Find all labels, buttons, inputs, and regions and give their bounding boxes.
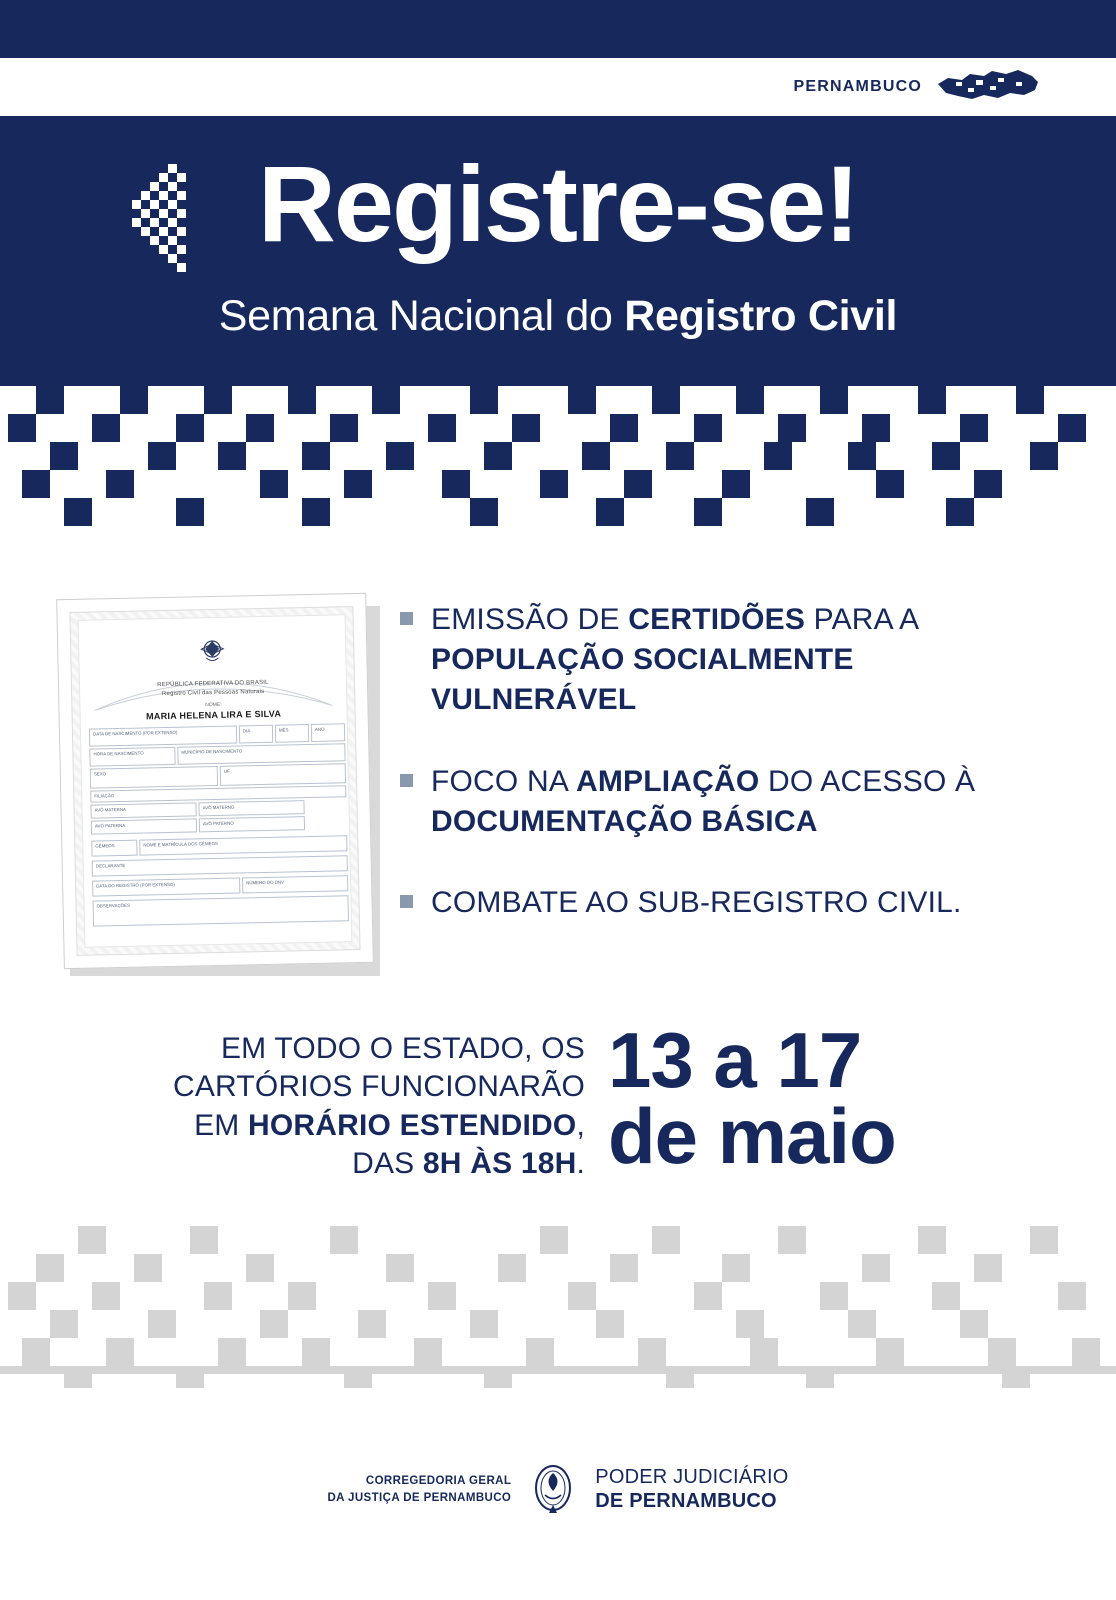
corregedoria-label (327, 1473, 511, 1506)
corregedoria-line2: DA JUSTIÇA DE PERNAMBUCO (327, 1492, 512, 1504)
bullet-part: POPULAÇÃO SOCIALMENTE VULNERÁVEL (431, 642, 854, 716)
bullet-part: CERTIDÕES (628, 603, 806, 636)
certificate-illustration (60, 596, 380, 976)
bullet-square-icon (400, 774, 413, 787)
certificate-field: AVÓ PATERNA (91, 818, 197, 834)
schedule-part: 8H ÀS 18H (422, 1147, 577, 1181)
judiciary-seal-icon (527, 1459, 579, 1522)
bullet-part: COMBATE AO SUB-REGISTRO CIVIL. (431, 886, 962, 920)
certificate-field: FILIAÇÃO (90, 785, 346, 802)
event-dates (608, 1016, 1028, 1181)
schedule-part: EM TODO O ESTADO, OS CARTÓRIOS FUNCIONARÃO EM (172, 1032, 585, 1142)
bullet-part: EMISSÃO DE (431, 603, 629, 636)
hero-banner (0, 116, 1116, 380)
certificate-field: AVÔ MATERNO (198, 800, 304, 816)
page-title: Registre-se! (257, 143, 859, 264)
bullet-subregistro (400, 883, 1060, 923)
hero-subtitle (0, 292, 1116, 341)
state-label: PERNAMBUCO (793, 78, 922, 95)
bullet-certidoes (400, 600, 1060, 720)
judiciary-line2: DE PERNAMBUCO (595, 1490, 777, 1512)
corregedoria-line1: CORREGEDORIA GERAL (365, 1475, 512, 1488)
judiciary-line1: PODER JUDICIÁRIO (595, 1466, 789, 1489)
bullet-part: AMPLIAÇÃO (575, 764, 760, 798)
bullet-list (400, 600, 1060, 965)
certificate-field: DATA DO REGISTRO (POR EXTENSO) (92, 877, 240, 896)
certificate-field: DATA DE NASCIMENTO (POR EXTENSO) (89, 726, 237, 747)
schedule-part: HORÁRIO ESTENDIDO (248, 1108, 577, 1142)
bullet-ampliacao (400, 762, 1060, 842)
bullet-square-icon (400, 612, 413, 625)
certificate-republic-line2: Registro Civil das Pessoas Naturais (161, 688, 265, 698)
schedule-part: , DAS (352, 1108, 585, 1181)
judiciary-label (595, 1466, 788, 1513)
bullet-square-icon (400, 895, 413, 908)
schedule-text (140, 1030, 585, 1184)
footer (0, 1440, 1116, 1540)
event-dates-line2: de maio (608, 1092, 896, 1181)
certificate-field: DIA (239, 725, 273, 744)
certificate-republic-line1: REPÚBLICA FEDERATIVA DO BRASIL (157, 679, 269, 689)
certificate-field: NOME E MATRÍCULA DOS GÊMEOS (139, 835, 347, 855)
bullet-part: DOCUMENTAÇÃO BÁSICA (431, 804, 818, 838)
certificate-field: UF (220, 763, 346, 786)
bullet-certidoes-text (431, 600, 1060, 720)
certificate-field: DECLARANTE (92, 855, 348, 876)
certificate-field: MUNICÍPIO DE NASCIMENTO (177, 743, 345, 765)
certificate-field: NÚMERO DO DNV (242, 875, 348, 893)
bullet-part: FOCO NA (431, 764, 576, 798)
pixel-band-top (0, 380, 1116, 540)
bullet-ampliacao-text (431, 762, 1060, 842)
certificate-field: GÊMEOS (91, 840, 137, 857)
certificate-field: AVÔ PATERNO (199, 816, 305, 832)
hero-subtitle-bold: Registro Civil (624, 292, 898, 340)
hero-subtitle-light: Semana Nacional do (218, 292, 625, 340)
certificate-paper (78, 614, 353, 948)
state-brand-bar (0, 58, 1116, 116)
bullet-part: PARA A (805, 603, 918, 636)
certificate-field: ANO (311, 723, 345, 742)
certificate-field: SEXO (90, 766, 218, 789)
event-dates-line1: 13 a 17 (608, 1016, 862, 1104)
certificate-name-label: NOME: (205, 701, 222, 709)
certificate-field: MÊS (275, 724, 309, 743)
pernambuco-map-icon (936, 68, 1040, 107)
certificate-card (56, 593, 374, 969)
certificate-field: HORA DE NASCIMENTO (89, 747, 175, 767)
certificate-field: OBSERVAÇÕES (92, 895, 348, 926)
certificate-field: AVÓ MATERNA (90, 802, 196, 818)
schedule-part: . (576, 1147, 585, 1181)
certificate-name-value: MARIA HELENA LIRA E SILVA (145, 708, 282, 722)
top-navy-strip (0, 0, 1116, 58)
bullet-subregistro-text (431, 883, 962, 923)
pixel-band-bottom (0, 1220, 1116, 1420)
bullet-part: DO ACESSO À (759, 764, 976, 798)
